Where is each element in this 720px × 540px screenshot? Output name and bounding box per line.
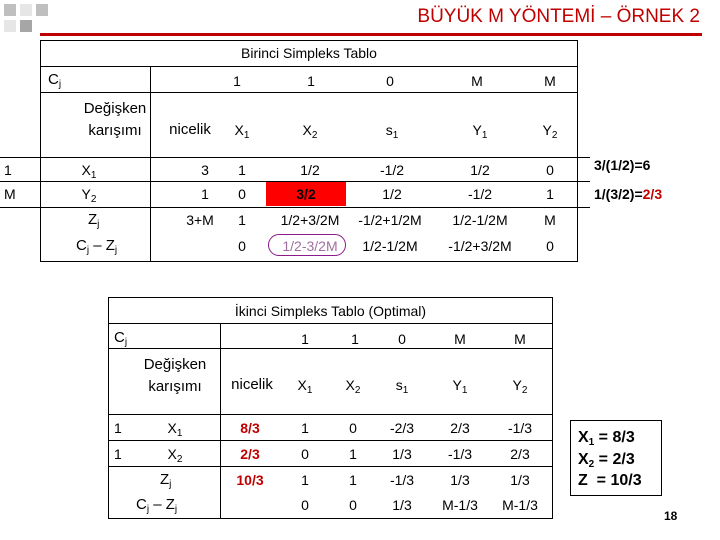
table1-zj-cell: -1/2+1/2M [358,212,422,228]
table1-zj-label: $Z_j$ [88,211,100,230]
table2-line [108,414,553,415]
page-number: 18 [664,509,678,523]
deco-square [36,4,48,16]
table1-cell: -1/2 [379,162,405,178]
table1-cjzj-label: $C_j - Z_j$ [76,237,118,256]
table1-cjzj-cell: 1/2-1/2M [362,238,418,254]
deco-square [4,4,16,16]
table1-row2-cb: M [4,186,16,202]
table1-line [40,92,578,93]
table2-cell: 1/3 [392,446,412,462]
table2-line [220,323,221,519]
table1-col-header: $s_1$ [385,122,399,141]
table2-cjzj-label: $C_j - Z_j$ [136,496,178,515]
page-title: BÜYÜK M YÖNTEMİ – ÖRNEK 2 [417,6,700,27]
table2-cj-label: $C_j$ [114,329,128,348]
solution-line: $X_1 = 8/3$ [578,429,635,448]
table2-col-header: $Y_2$ [512,377,528,396]
table2-cj-value: 1 [351,331,359,347]
table2-zj-qty: 10/3 [236,472,264,488]
table1-cj-value: M [471,73,483,89]
table2-cell: -2/3 [389,420,415,436]
table1-zj-cell: 1/2+3/2M [280,212,340,228]
table1-zj-qty: 3+M [186,212,214,228]
ratio-test-2: 1/(3/2)=2/3 [594,186,663,202]
table2-zj-cell: -1/3 [389,472,415,488]
table2-cjzj-cell: M-1/3 [442,497,478,513]
table2-row1-cb: 1 [114,420,122,436]
table2-line [108,466,553,467]
table2-zj-cell: 1/3 [450,472,470,488]
title-divider [40,33,702,36]
table2-cjzj-cell: 1/3 [392,497,412,513]
table1-caption: Birinci Simpleks Tablo [241,45,377,61]
table1-row2-var: $Y_2$ [81,186,97,205]
table1-zj-cell: 1 [238,212,246,228]
table2-row1-qty: 8/3 [240,420,260,436]
table1-line [40,66,578,67]
table2-cjzj-cell: 0 [349,497,357,513]
table2-col-header: $X_1$ [297,377,313,396]
table2-qty-header: nicelik [231,376,273,393]
table2-zj-cell: 1 [301,472,309,488]
deco-square [20,20,32,32]
table2-zj-cell: 1/3 [510,472,530,488]
table1-qty-header: nicelik [169,121,211,138]
ratio-test-1: 3/(1/2)=6 [594,157,651,173]
table2-frame [108,297,553,519]
table1-cj-value: 1 [307,73,315,89]
table1-line [0,207,590,208]
table2-col-header: $s_1$ [395,377,409,396]
table1-row1-var: $X_1$ [81,162,97,181]
table1-zj-cell: M [544,212,556,228]
table1-line [150,66,151,262]
table1-cjzj-cell: -1/2+3/2M [448,238,512,254]
table2-cjzj-cell: M-1/3 [502,497,538,513]
table2-cell: 0 [301,446,309,462]
solution-line: Z = 10/3 [578,472,642,489]
table1-cjzj-cell: 1/2-3/2M [282,238,338,254]
table1-line [0,157,590,158]
table1-cell: 1 [238,162,246,178]
table2-row2-cb: 1 [114,446,122,462]
table2-cj-value: M [514,331,526,347]
table1-zj-cell: 1/2-1/2M [452,212,508,228]
table1-cell: 0 [546,162,554,178]
table1-cj-value: 1 [233,73,241,89]
deco-square [20,4,32,16]
table2-cell: 2/3 [510,446,530,462]
table1-col-header: $X_1$ [234,122,250,141]
table1-cell: -1/2 [467,186,493,202]
deco-square [4,20,16,32]
table2-cj-value: 0 [398,331,406,347]
table1-row2-qty: 1 [201,186,209,202]
table1-cell: 1 [546,186,554,202]
table2-cell: 1 [349,446,357,462]
table2-cell: 2/3 [450,420,470,436]
table2-var-header: Değişken karışımı [143,356,207,395]
table2-line [108,440,553,441]
table2-cell: -1/3 [447,446,473,462]
table1-cell: 0 [238,186,246,202]
table2-row2-qty: 2/3 [240,446,260,462]
table1-col-header: $X_2$ [302,122,318,141]
table1-cjzj-cell: 0 [238,238,246,254]
table1-cell: 1/2 [470,162,490,178]
table2-zj-cell: 1 [349,472,357,488]
table1-cj-value: M [544,73,556,89]
table1-cell: 1/2 [382,186,402,202]
table1-col-header: $Y_2$ [542,122,558,141]
table2-cell: 1 [301,420,309,436]
table2-cell: -1/3 [507,420,533,436]
table2-cj-value: 1 [301,331,309,347]
table1-cell: 1/2 [300,162,320,178]
table2-col-header: $Y_1$ [452,377,468,396]
table2-row2-var: $X_2$ [167,446,183,465]
table2-line [108,348,553,349]
table2-row1-var: $X_1$ [167,420,183,439]
table2-cell: 0 [349,420,357,436]
table2-caption: İkinci Simpleks Tablo (Optimal) [234,303,427,319]
table1-var-header: Değişken karışımı [83,100,147,139]
table1-row1-qty: 3 [201,162,209,178]
table1-col-header: $Y_1$ [472,122,488,141]
table2-cjzj-cell: 0 [301,497,309,513]
table2-line [108,323,553,324]
pivot-element: 3/2 [296,186,316,202]
table1-row1-cb: 1 [4,162,12,178]
table1-cj-value: 0 [386,73,394,89]
table1-cj-label: $C_j$ [48,71,62,90]
solution-line: $X_2 = 2/3$ [578,451,635,470]
table2-zj-label: $Z_j$ [160,471,172,490]
table2-col-header: $X_2$ [345,377,361,396]
table1-cjzj-cell: 0 [546,238,554,254]
table2-cj-value: M [454,331,466,347]
